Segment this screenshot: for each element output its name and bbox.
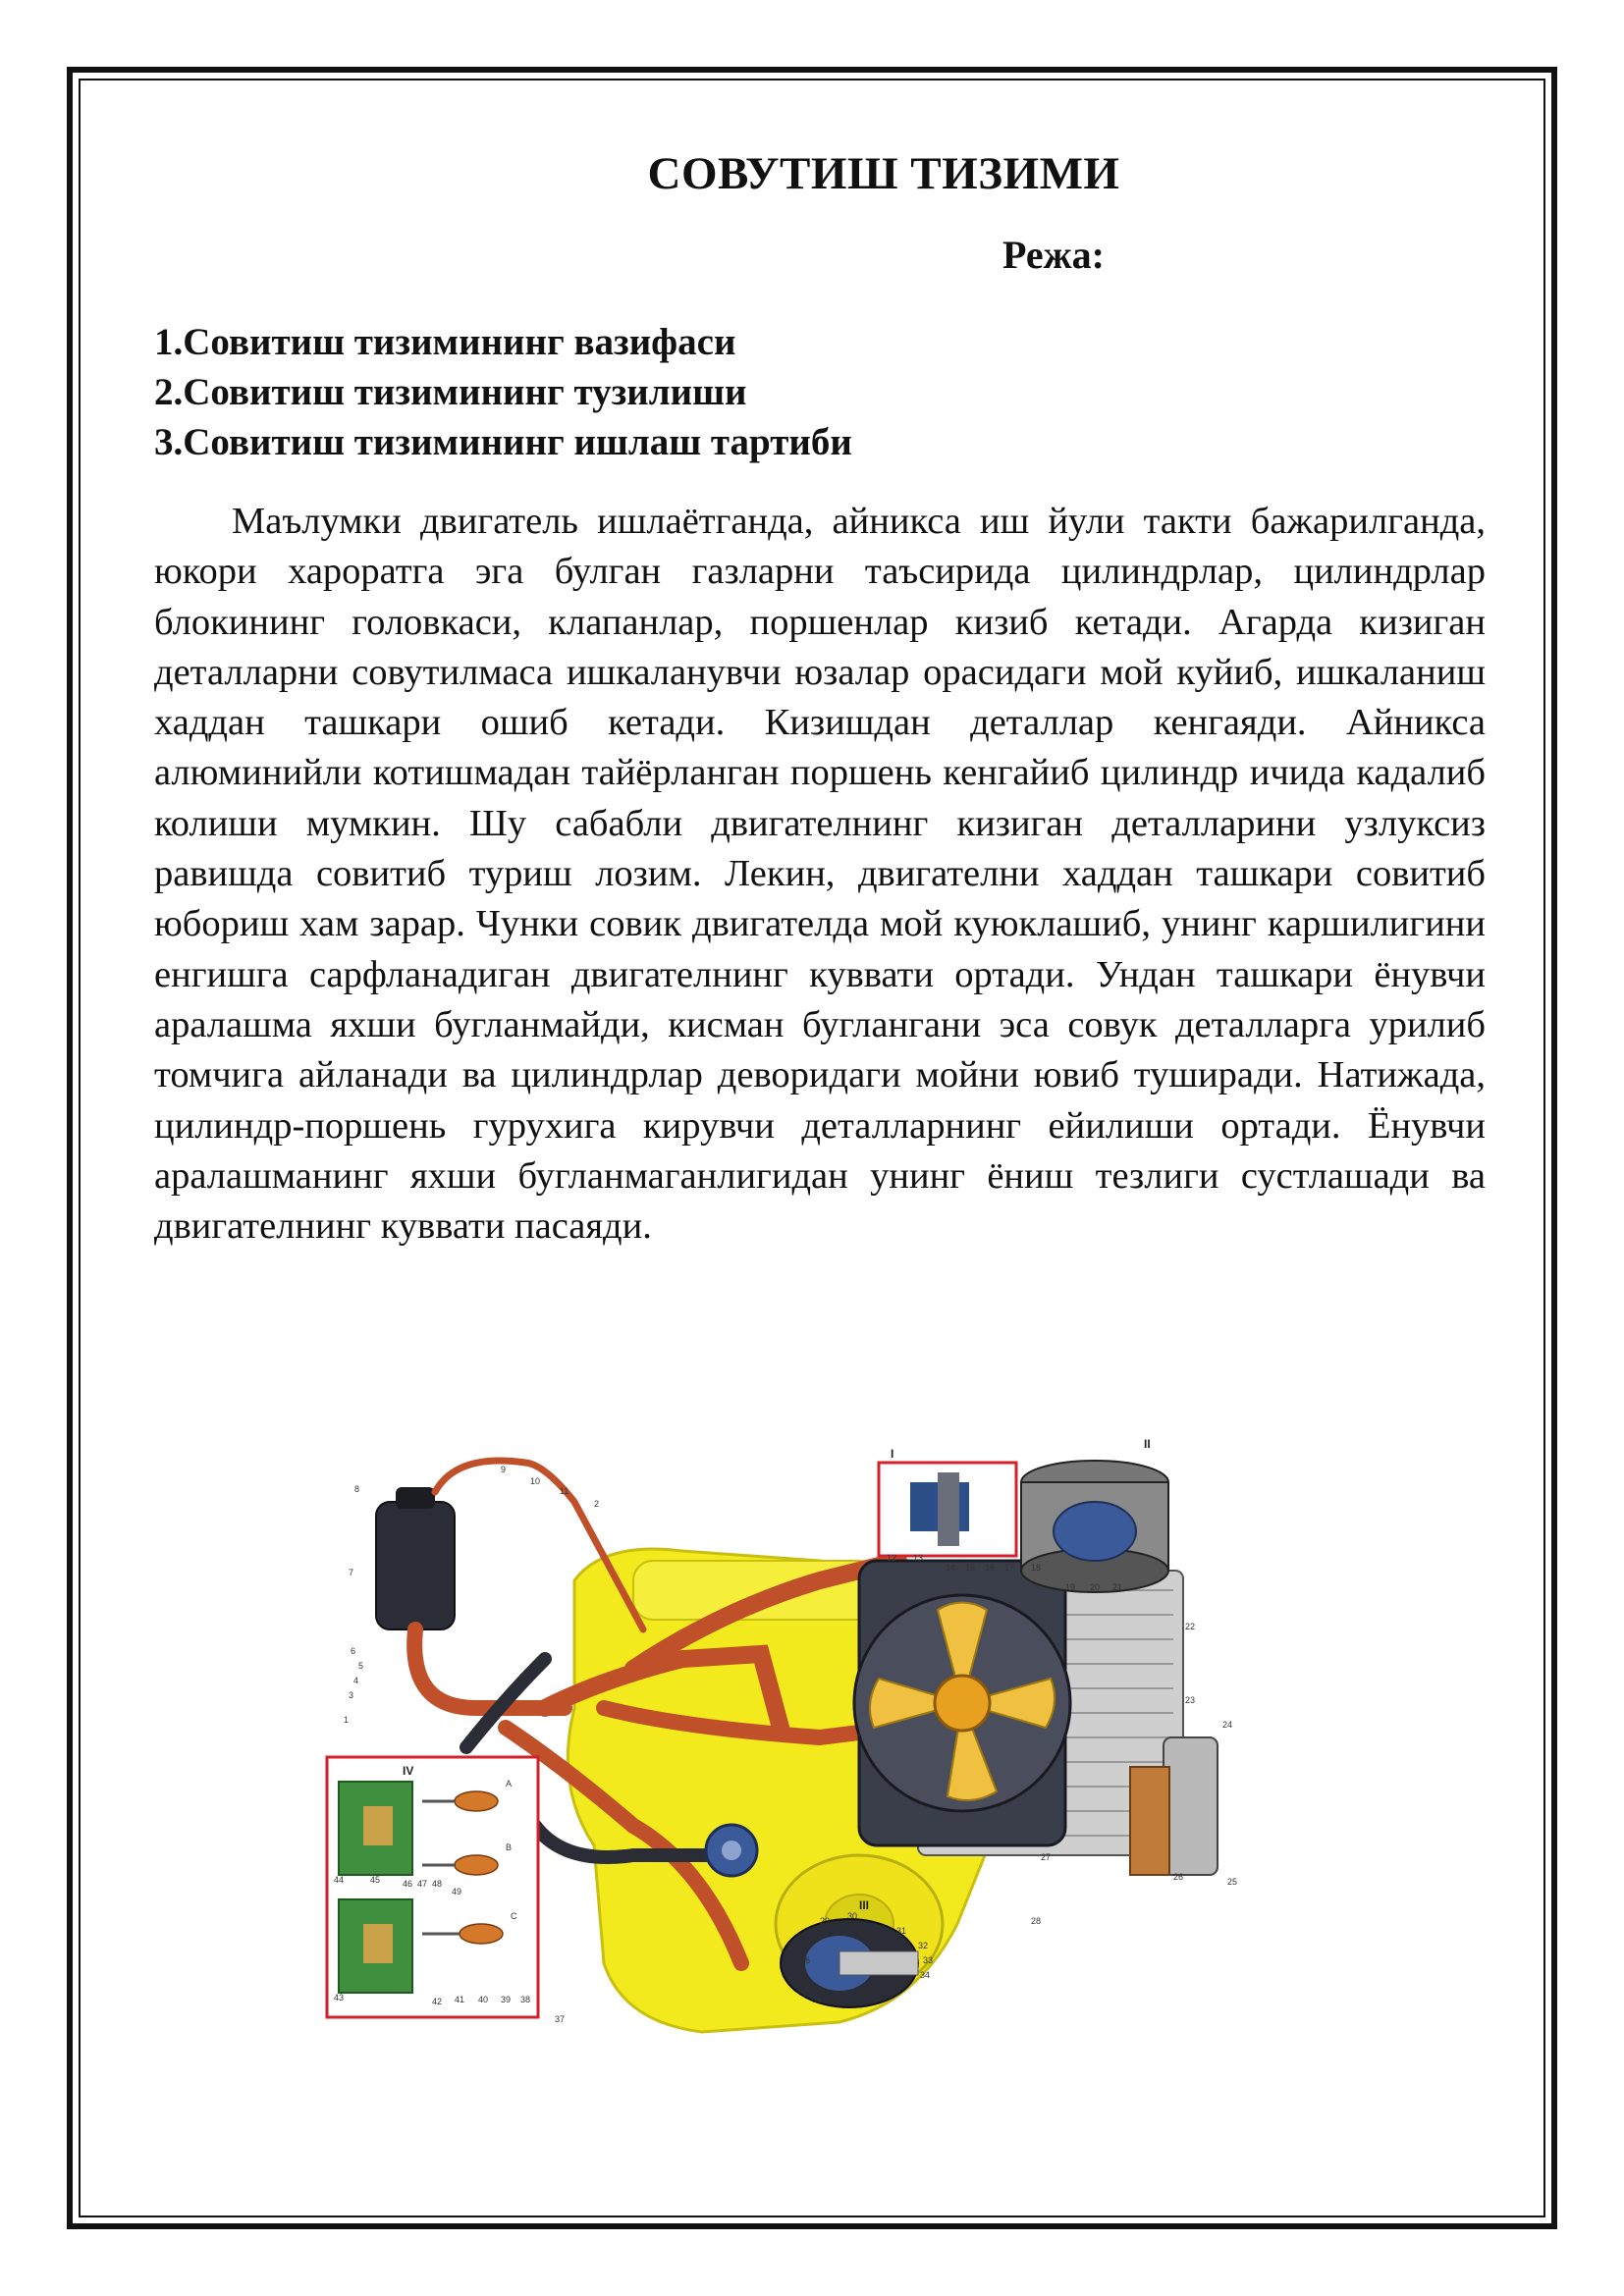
callout-23: 23 <box>1185 1695 1196 1705</box>
callout-2: 2 <box>594 1499 600 1509</box>
callout-13: 13 <box>913 1553 924 1563</box>
plan-item: 2.Совитиш тизимининг тузилиши <box>154 371 747 413</box>
callout-8: 8 <box>354 1484 360 1494</box>
document-content <box>154 147 1486 1290</box>
callout-19: 19 <box>1065 1582 1076 1592</box>
callout-30: 30 <box>847 1911 858 1921</box>
callout-45: 45 <box>370 1875 381 1885</box>
callout-1: 1 <box>344 1715 350 1725</box>
inset-detail-1 <box>879 1447 1016 1556</box>
callout-17: 17 <box>1004 1563 1015 1573</box>
label-roman-3: III <box>859 1898 870 1912</box>
callout-5: 5 <box>358 1661 364 1671</box>
label-roman-1: I <box>891 1447 894 1461</box>
callout-20: 20 <box>1090 1582 1101 1592</box>
callout-46: 46 <box>403 1879 413 1889</box>
callout-35: 35 <box>812 1995 823 2004</box>
callout-40: 40 <box>478 1995 489 2004</box>
callout-49: 49 <box>452 1887 462 1896</box>
callout-11: 11 <box>560 1486 569 1496</box>
plan-item: 3.Совитиш тизимининг ишлаш тартиби <box>154 421 852 463</box>
callout-21: 21 <box>1112 1582 1123 1592</box>
callout-22: 22 <box>1185 1622 1196 1631</box>
callout-38: 38 <box>520 1995 531 2004</box>
valve-letter-a: A <box>506 1779 513 1789</box>
callout-33: 33 <box>923 1955 934 1965</box>
callout-27: 27 <box>1041 1852 1052 1862</box>
inset-detail-2 <box>1021 1437 1168 1592</box>
plan-list <box>154 317 1486 467</box>
water-pump <box>706 1825 757 1876</box>
page-title: СОВУТИШ ТИЗИМИ <box>647 148 1120 199</box>
callout-12: 12 <box>887 1553 897 1563</box>
expansion-tank <box>376 1487 455 1629</box>
callout-24: 24 <box>1222 1720 1233 1730</box>
label-roman-4: IV <box>403 1764 414 1778</box>
callout-26: 26 <box>1173 1872 1184 1882</box>
callout-25: 25 <box>1227 1877 1238 1887</box>
callout-48: 48 <box>432 1879 443 1889</box>
callout-29: 29 <box>820 1916 831 1926</box>
callout-47: 47 <box>417 1879 428 1889</box>
callout-15: 15 <box>965 1563 976 1573</box>
callout-16: 16 <box>985 1563 996 1573</box>
plan-item: 1.Совитиш тизимининг вазифаси <box>154 321 736 363</box>
callout-6: 6 <box>351 1646 356 1656</box>
valve-letter-b: B <box>506 1842 513 1852</box>
body-paragraph: Маълумки двигатель ишлаётганда, айникса иш йули такти бажарилганда, юкори хароратга эга булган газларни таъсирида цилиндрлар, цилиндрлар блокининг головкаси, клапанлар, поршенлар кизиб кетади. Агарда кизиган деталларни совутилмаса ишкаланувчи юзалар орасидаги мой куйиб, ишкаланиш хаддан ташкари ошиб кетади. Кизишдан деталлар кенгаяди. Айникса алюминийли котишмадан тайёрланган поршень кенгайиб цилиндр ичида кадалиб колиши мумкин. Шу сабабли двигателнинг кизиган деталларини узлуксиз равишда совитиб туриш лозим. Лекин, двигателни хаддан ташкари совитиб юбориш хам зарар. Чунки совик двигателда мой куюклашиб, унинг каршилигини енгишга сарфланадиган двигателнинг куввати ортади. Ундан ташкари ёнувчи аралашма яхши бугланмайди, кисман буглангани эса совук деталларга урилиб томчига айланади ва цилиндрлар деворидаги мойни ювиб туширади. Натижада, цилиндр-поршень гурухига кирувчи деталларнинг ейилиши ортади. Ёнувчи аралашманинг яхши бугланмаганлигидан унинг ёниш тезлиги сустлашади ва двигателнинг куввати пасаяди. <box>154 501 1486 1248</box>
callout-43: 43 <box>334 1993 345 2002</box>
callout-32: 32 <box>918 1941 929 1950</box>
callout-14: 14 <box>946 1563 956 1573</box>
cooling-system-diagram <box>309 1414 1399 2061</box>
callout-36: 36 <box>800 1955 811 1965</box>
cooling-system-illustration <box>309 1414 1399 2061</box>
callout-44: 44 <box>334 1875 345 1885</box>
plan-heading: Режа: <box>1002 233 1105 277</box>
valve-letter-c: C <box>511 1911 517 1921</box>
callout-3: 3 <box>349 1690 354 1700</box>
callout-18: 18 <box>1031 1563 1042 1573</box>
callout-4: 4 <box>353 1676 359 1685</box>
callout-41: 41 <box>455 1995 465 2004</box>
callout-31: 31 <box>896 1926 907 1936</box>
callout-9: 9 <box>501 1465 507 1474</box>
label-roman-2: II <box>1144 1437 1151 1451</box>
callout-7: 7 <box>349 1568 354 1577</box>
callout-37: 37 <box>555 2014 566 2024</box>
callout-28: 28 <box>1031 1916 1042 1926</box>
callout-34: 34 <box>920 1970 931 1980</box>
callout-42: 42 <box>432 1997 443 2006</box>
callout-39: 39 <box>501 1995 512 2004</box>
callout-10: 10 <box>530 1476 541 1486</box>
